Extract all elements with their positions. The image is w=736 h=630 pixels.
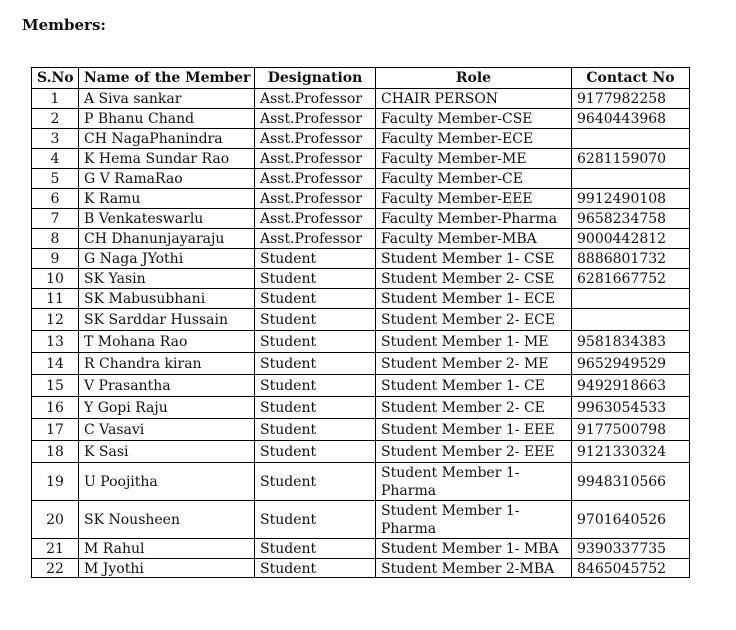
- cell-contact: [572, 289, 690, 309]
- column-header-name: Name of the Member: [79, 68, 255, 89]
- table-row: [32, 229, 690, 249]
- members-table: [31, 67, 690, 578]
- cell-designation: [255, 309, 376, 331]
- cell-member-name: [79, 249, 255, 269]
- cell-member-name-text: M Rahul: [84, 540, 145, 557]
- cell-contact: [572, 463, 690, 501]
- cell-member-name-text: SK Mabusubhani: [84, 290, 206, 307]
- cell-member-name: [79, 539, 255, 559]
- table-row: [32, 331, 690, 353]
- cell-designation-text: Student: [260, 511, 317, 528]
- cell-contact: [572, 309, 690, 331]
- cell-sno-text: 9: [50, 250, 60, 267]
- cell-sno: [32, 331, 79, 353]
- cell-member-name: [79, 89, 255, 109]
- cell-sno-text: 13: [46, 333, 64, 350]
- cell-contact: [572, 149, 690, 169]
- cell-sno-text: 6: [50, 190, 60, 207]
- cell-contact: [572, 269, 690, 289]
- cell-member-name: [79, 375, 255, 397]
- cell-contact: [572, 109, 690, 129]
- cell-sno-text: 22: [46, 561, 64, 577]
- cell-role: [376, 229, 572, 249]
- cell-designation: [255, 129, 376, 149]
- cell-contact: [572, 249, 690, 269]
- cell-sno-text: 17: [46, 421, 64, 438]
- cell-sno: [32, 353, 79, 375]
- cell-role: [376, 169, 572, 189]
- table-row: [32, 89, 690, 109]
- table-row: [32, 441, 690, 463]
- cell-contact-text: 9177500798: [577, 421, 667, 438]
- cell-sno-text: 16: [46, 399, 64, 416]
- cell-contact: [572, 169, 690, 189]
- cell-designation-text: Student: [260, 377, 317, 394]
- cell-designation: [255, 289, 376, 309]
- table-row: [32, 539, 690, 559]
- cell-contact: [572, 501, 690, 539]
- cell-sno: [32, 169, 79, 189]
- cell-sno: [32, 397, 79, 419]
- cell-sno-text: 15: [46, 377, 64, 394]
- cell-role: [376, 559, 572, 578]
- cell-role: [376, 463, 572, 501]
- cell-contact-text: 9912490108: [577, 190, 667, 207]
- cell-role-text: Faculty Member-EEE: [381, 190, 533, 207]
- cell-sno: [32, 559, 79, 578]
- table-row: [32, 269, 690, 289]
- cell-member-name-text: B Venkateswarlu: [84, 210, 204, 227]
- cell-designation: [255, 269, 376, 289]
- cell-contact-text: 8465045752: [577, 561, 667, 577]
- cell-designation: [255, 89, 376, 109]
- cell-member-name-text: SK Nousheen: [84, 511, 180, 528]
- cell-sno-text: 10: [46, 270, 64, 287]
- cell-role-text: Faculty Member-MBA: [381, 230, 537, 247]
- cell-role-text: Student Member 1- CSE: [381, 250, 555, 267]
- cell-sno: [32, 463, 79, 501]
- cell-role: [376, 501, 572, 539]
- cell-role: [376, 397, 572, 419]
- cell-member-name: [79, 559, 255, 578]
- table-row: [32, 463, 690, 501]
- cell-sno: [32, 289, 79, 309]
- cell-role-text: Student Member 2- CE: [381, 399, 545, 416]
- cell-contact: [572, 397, 690, 419]
- cell-role: [376, 249, 572, 269]
- cell-sno: [32, 89, 79, 109]
- cell-contact: [572, 209, 690, 229]
- cell-sno-text: 3: [50, 130, 60, 147]
- cell-sno-text: 19: [46, 473, 64, 490]
- cell-contact: [572, 539, 690, 559]
- cell-contact-text: 9963054533: [577, 399, 667, 416]
- cell-role: [376, 331, 572, 353]
- cell-contact: [572, 441, 690, 463]
- cell-designation: [255, 353, 376, 375]
- cell-sno: [32, 501, 79, 539]
- cell-sno-text: 1: [50, 90, 60, 107]
- cell-role: [376, 189, 572, 209]
- table-row: [32, 309, 690, 331]
- cell-contact: [572, 419, 690, 441]
- table-row: [32, 149, 690, 169]
- cell-sno-text: 18: [46, 443, 64, 460]
- cell-designation-text: Asst.Professor: [260, 170, 363, 187]
- table-row: [32, 209, 690, 229]
- cell-member-name-text: K Ramu: [84, 190, 141, 207]
- cell-member-name: [79, 289, 255, 309]
- cell-member-name: [79, 397, 255, 419]
- cell-member-name: [79, 501, 255, 539]
- cell-member-name: [79, 189, 255, 209]
- cell-sno-text: 5: [50, 170, 60, 187]
- page-heading: Members:: [22, 16, 106, 34]
- cell-sno: [32, 375, 79, 397]
- cell-designation: [255, 419, 376, 441]
- cell-contact: [572, 89, 690, 109]
- column-header-designation: Designation: [255, 68, 376, 89]
- cell-member-name-text: M Jyothi: [84, 561, 144, 577]
- cell-role: [376, 129, 572, 149]
- cell-role: [376, 375, 572, 397]
- cell-contact: [572, 331, 690, 353]
- table-row: [32, 397, 690, 419]
- cell-sno: [32, 229, 79, 249]
- cell-role-text: Student Member 2- ME: [381, 355, 549, 372]
- cell-designation: [255, 109, 376, 129]
- cell-sno: [32, 309, 79, 331]
- cell-sno: [32, 209, 79, 229]
- cell-sno-text: 7: [50, 210, 60, 227]
- cell-sno-text: 2: [50, 110, 60, 127]
- cell-member-name-text: G Naga JYothi: [84, 250, 184, 267]
- cell-designation: [255, 375, 376, 397]
- cell-designation: [255, 189, 376, 209]
- cell-designation: [255, 539, 376, 559]
- cell-designation-text: Student: [260, 250, 317, 267]
- cell-member-name-text: U Poojitha: [84, 473, 158, 490]
- cell-designation: [255, 441, 376, 463]
- cell-sno: [32, 441, 79, 463]
- table-header-row: [32, 68, 690, 89]
- cell-designation-text: Student: [260, 333, 317, 350]
- cell-sno-text: 11: [46, 290, 64, 307]
- cell-role-text: Student Member 1- CE: [381, 377, 545, 394]
- cell-designation: [255, 501, 376, 539]
- cell-member-name: [79, 169, 255, 189]
- cell-role: [376, 419, 572, 441]
- cell-member-name-text: Y Gopi Raju: [84, 399, 168, 416]
- cell-role-text: Student Member 2-MBA: [381, 561, 555, 577]
- cell-member-name-text: A Siva sankar: [84, 90, 182, 107]
- cell-contact: [572, 559, 690, 578]
- cell-contact: [572, 375, 690, 397]
- cell-contact-text: 9581834383: [577, 333, 667, 350]
- table-row: [32, 501, 690, 539]
- cell-role: [376, 89, 572, 109]
- cell-contact-text: 9948310566: [577, 473, 667, 490]
- cell-contact-text: 9701640526: [577, 511, 667, 528]
- cell-sno-text: 8: [50, 230, 60, 247]
- cell-sno: [32, 129, 79, 149]
- cell-role: [376, 269, 572, 289]
- cell-member-name-text: T Mohana Rao: [84, 333, 188, 350]
- cell-designation-text: Asst.Professor: [260, 90, 363, 107]
- cell-role: [376, 209, 572, 229]
- cell-designation-text: Student: [260, 270, 317, 287]
- cell-sno-text: 12: [46, 311, 64, 328]
- cell-member-name: [79, 441, 255, 463]
- cell-sno-text: 21: [46, 540, 64, 557]
- table-row: [32, 419, 690, 441]
- cell-role-text: Student Member 1- ME: [381, 333, 549, 350]
- cell-designation: [255, 249, 376, 269]
- cell-role: [376, 289, 572, 309]
- cell-member-name: [79, 109, 255, 129]
- cell-sno: [32, 249, 79, 269]
- cell-designation: [255, 397, 376, 419]
- cell-member-name-text: CH Dhanunjayaraju: [84, 230, 225, 247]
- cell-contact-text: 9652949529: [577, 355, 667, 372]
- table-row: [32, 249, 690, 269]
- cell-member-name-text: P Bhanu Chand: [84, 110, 195, 127]
- cell-role: [376, 309, 572, 331]
- cell-contact-text: 9121330324: [577, 443, 667, 460]
- table-row: [32, 109, 690, 129]
- table-row: [32, 189, 690, 209]
- cell-role-text: Faculty Member-CSE: [381, 110, 533, 127]
- cell-contact-text: 8886801732: [577, 250, 667, 267]
- cell-role: [376, 441, 572, 463]
- cell-role-text: Student Member 1- EEE: [381, 421, 555, 438]
- cell-member-name-text: CH NagaPhanindra: [84, 130, 223, 147]
- cell-designation-text: Asst.Professor: [260, 230, 363, 247]
- cell-contact-text: 9492918663: [577, 377, 667, 394]
- cell-member-name: [79, 331, 255, 353]
- cell-contact-text: 9000442812: [577, 230, 667, 247]
- cell-contact: [572, 229, 690, 249]
- cell-role-text: Faculty Member-Pharma: [381, 210, 558, 227]
- cell-designation-text: Asst.Professor: [260, 110, 363, 127]
- column-header-contact: Contact No: [572, 68, 690, 89]
- cell-role-text: CHAIR PERSON: [381, 90, 499, 107]
- cell-member-name-text: SK Yasin: [84, 270, 146, 287]
- cell-designation-text: Asst.Professor: [260, 130, 363, 147]
- cell-member-name: [79, 419, 255, 441]
- table-row: [32, 375, 690, 397]
- cell-contact-text: 9640443968: [577, 110, 667, 127]
- cell-contact-text: 6281159070: [577, 150, 667, 167]
- cell-member-name: [79, 269, 255, 289]
- cell-role-text: Student Member 2- ECE: [381, 311, 556, 328]
- cell-role: [376, 539, 572, 559]
- column-header-sno: S.No: [32, 68, 79, 89]
- cell-role: [376, 149, 572, 169]
- table-row: [32, 559, 690, 578]
- cell-sno: [32, 109, 79, 129]
- cell-designation-text: Student: [260, 399, 317, 416]
- cell-role-text: Student Member 1- ECE: [381, 290, 556, 307]
- cell-contact: [572, 129, 690, 149]
- cell-contact-text: 9658234758: [577, 210, 667, 227]
- cell-sno: [32, 149, 79, 169]
- cell-designation-text: Student: [260, 355, 317, 372]
- cell-sno: [32, 189, 79, 209]
- cell-contact-text: 9177982258: [577, 90, 667, 107]
- cell-designation-text: Asst.Professor: [260, 190, 363, 207]
- cell-role-text: Student Member 1- Pharma: [381, 502, 520, 537]
- cell-member-name-text: C Vasavi: [84, 421, 145, 438]
- cell-role-text: Faculty Member-ECE: [381, 130, 534, 147]
- cell-designation: [255, 149, 376, 169]
- cell-member-name: [79, 229, 255, 249]
- cell-designation: [255, 229, 376, 249]
- cell-member-name: [79, 353, 255, 375]
- cell-designation-text: Asst.Professor: [260, 150, 363, 167]
- cell-designation: [255, 331, 376, 353]
- cell-sno: [32, 539, 79, 559]
- cell-role-text: Student Member 2- CSE: [381, 270, 555, 287]
- cell-role-text: Student Member 1- Pharma: [381, 464, 520, 499]
- cell-member-name-text: R Chandra kiran: [84, 355, 202, 372]
- column-header-role: Role: [376, 68, 572, 89]
- cell-designation-text: Student: [260, 561, 317, 577]
- cell-designation: [255, 463, 376, 501]
- cell-member-name: [79, 309, 255, 331]
- cell-sno: [32, 269, 79, 289]
- table-row: [32, 289, 690, 309]
- cell-member-name: [79, 129, 255, 149]
- cell-sno-text: 14: [46, 355, 64, 372]
- cell-member-name-text: V Prasantha: [84, 377, 171, 394]
- cell-member-name-text: K Sasi: [84, 443, 129, 460]
- cell-sno-text: 20: [46, 511, 64, 528]
- cell-designation: [255, 209, 376, 229]
- table-row: [32, 169, 690, 189]
- cell-contact: [572, 353, 690, 375]
- cell-designation-text: Student: [260, 311, 317, 328]
- cell-member-name-text: SK Sarddar Hussain: [84, 311, 228, 328]
- cell-member-name: [79, 149, 255, 169]
- cell-contact-text: 6281667752: [577, 270, 667, 287]
- cell-role-text: Student Member 2- EEE: [381, 443, 555, 460]
- cell-designation-text: Student: [260, 443, 317, 460]
- cell-member-name-text: G V RamaRao: [84, 170, 183, 187]
- cell-contact-text: 9390337735: [577, 540, 667, 557]
- cell-member-name-text: K Hema Sundar Rao: [84, 150, 230, 167]
- cell-role-text: Student Member 1- MBA: [381, 540, 559, 557]
- cell-designation-text: Student: [260, 473, 317, 490]
- cell-member-name: [79, 209, 255, 229]
- cell-designation: [255, 169, 376, 189]
- cell-role: [376, 353, 572, 375]
- table-row: [32, 353, 690, 375]
- cell-sno: [32, 419, 79, 441]
- cell-role-text: Faculty Member-CE: [381, 170, 523, 187]
- cell-contact: [572, 189, 690, 209]
- cell-designation-text: Student: [260, 540, 317, 557]
- table-body: [32, 89, 690, 578]
- cell-role: [376, 109, 572, 129]
- cell-designation-text: Student: [260, 290, 317, 307]
- cell-designation-text: Asst.Professor: [260, 210, 363, 227]
- cell-designation: [255, 559, 376, 578]
- cell-designation-text: Student: [260, 421, 317, 438]
- table-row: [32, 129, 690, 149]
- cell-role-text: Faculty Member-ME: [381, 150, 527, 167]
- cell-sno-text: 4: [50, 150, 60, 167]
- cell-member-name: [79, 463, 255, 501]
